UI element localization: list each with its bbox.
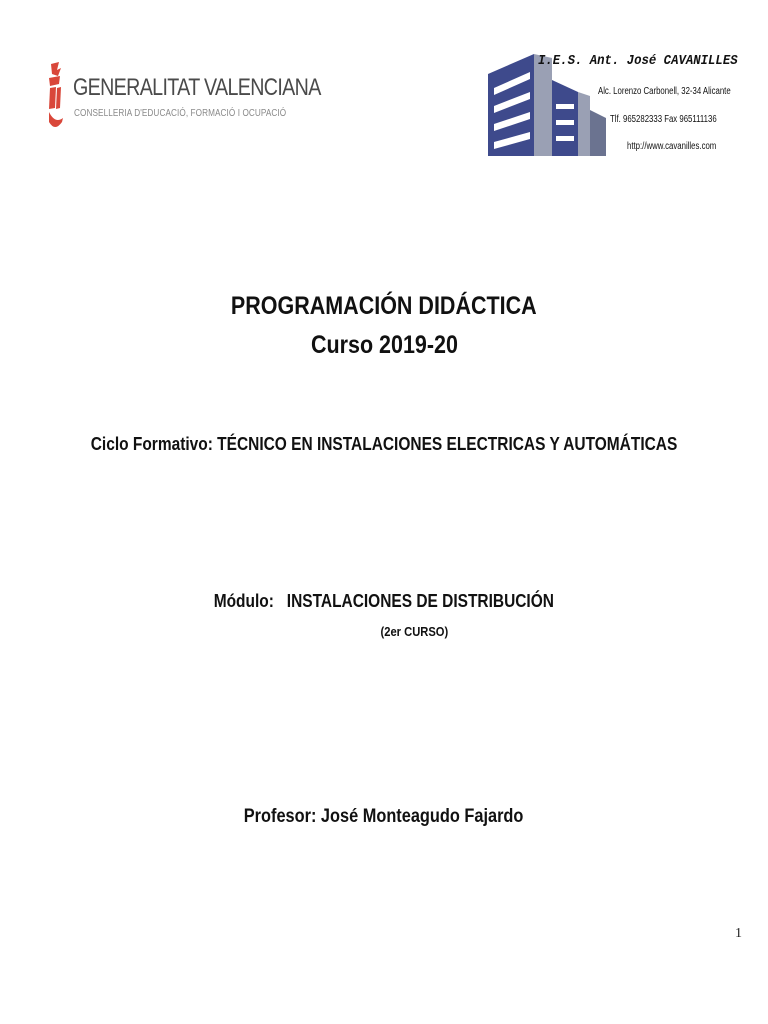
school-logo [486,48,738,160]
professor-name [0,806,768,828]
course-level [0,624,768,639]
generalitat-logo [47,62,321,134]
school-phone: Tlf. 965282333 Fax 965111136 [610,114,717,125]
generalitat-emblem-icon [47,62,69,132]
course-level-text: (2er CURSO) [380,624,448,639]
document-year-text: Curso 2019-20 [310,331,458,359]
school-website[interactable]: http://www.cavanilles.com [627,141,717,152]
document-title-text: PROGRAMACIÓN DIDÁCTICA [231,292,537,320]
training-cycle [0,434,768,455]
professor-name-text: Profesor: José Monteagudo Fajardo [244,806,524,827]
module-name-text: Módulo: INSTALACIONES DE DISTRIBUCIÓN [213,591,555,611]
generalitat-name: GENERALITAT VALENCIANA [73,74,321,101]
page-number: 1 [735,926,742,941]
document-title [0,292,768,321]
module-name [0,591,768,612]
training-cycle-text: Ciclo Formativo: TÉCNICO EN INSTALACIONES ELECTRICAS Y AUTOMÁTICAS [90,434,678,454]
document-year [0,331,768,360]
school-address: Alc. Lorenzo Carbonell, 32-34 Alicante [598,86,731,97]
generalitat-subtitle: CONSELLERIA D'EDUCACIÓ, FORMACIÓ I OCUPACIÓ [74,108,287,119]
school-name: I.E.S. Ant. José CAVANILLES [538,53,738,69]
